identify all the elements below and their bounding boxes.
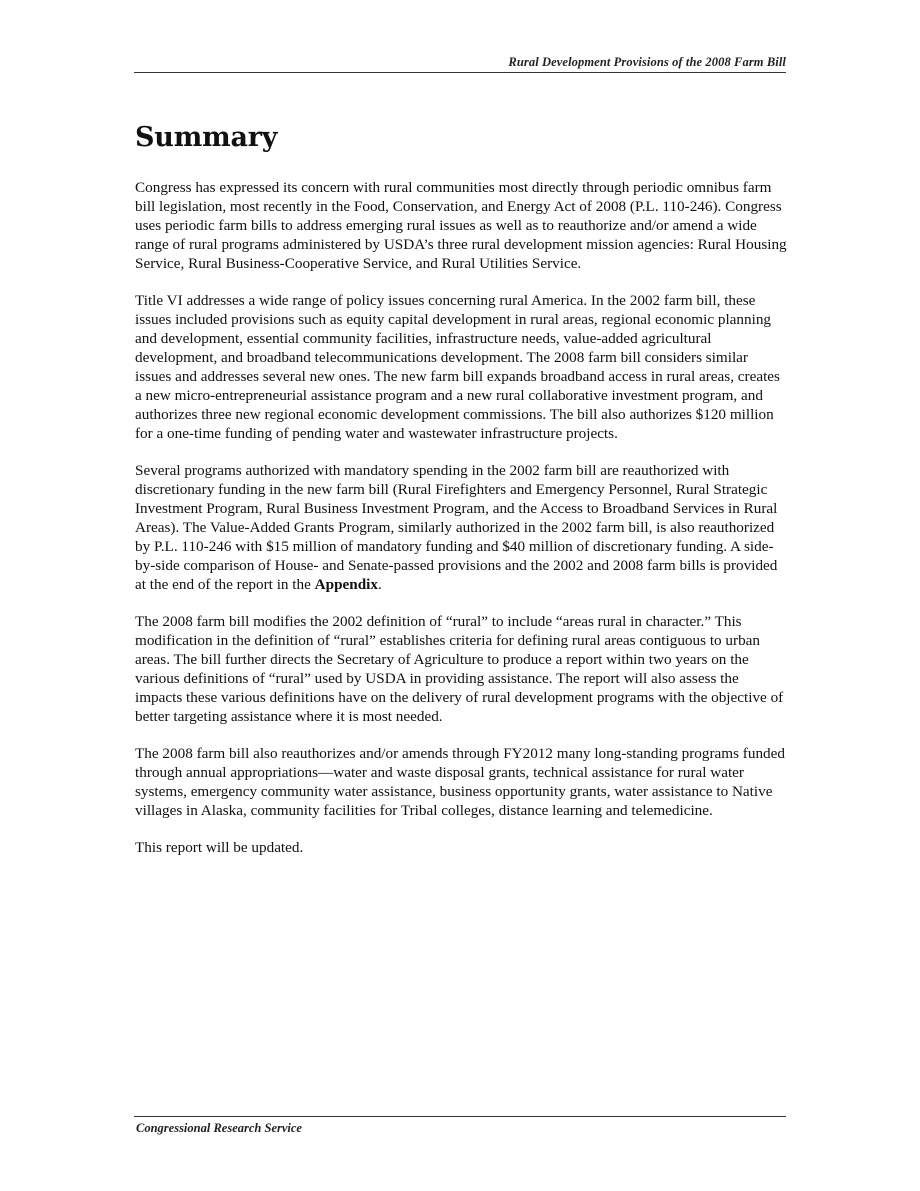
paragraph-5: The 2008 farm bill also reauthorizes and/or amends through FY2012 many long-standing programs funded through annual appropriations—water and waste disposal grants, technical assistance for rural water systems, emergency community water assistance, business opportunity grants, water assistance to Native villages in Alaska, community facilities for Tribal colleges, distance learning and telemedicine. (135, 745, 785, 819)
header-divider (134, 72, 786, 73)
footer-text: Congressional Research Service (136, 1121, 302, 1135)
summary-body (135, 178, 787, 875)
paragraph-3-text: Several programs authorized with mandatory spending in the 2002 farm bill are reauthorized with discretionary funding in the new farm bill (Rural Firefighters and Emergency Personnel, Rural Strategic Investment Program, Rural Business Investment Program, and the Access to Broadband Services in Rural Areas). The Value-Added Grants Program, similarly authorized in the 2002 farm bill, is also reauthorized by P.L. 110-246 with $15 million of mandatory funding and $40 million of discretionary funding. A side-by-side comparison of House- and Senate-passed provisions and the 2002 and 2008 farm bills is provided at the end of the report in the (135, 462, 778, 593)
paragraph-4: The 2008 farm bill modifies the 2002 definition of “rural” to include “areas rural in character.” This modification in the definition of “rural” establishes criteria for defining rural areas contiguous to urban areas. The bill further directs the Secretary of Agriculture to produce a report within two years on the various definitions of “rural” used by USDA in providing assistance. The report will also assess the impacts these various definitions have on the delivery of rural development programs with the objective of better targeting assistance where it is most needed. (135, 613, 784, 725)
appendix-reference: Appendix (314, 576, 378, 593)
section-title: Summary (135, 122, 278, 153)
paragraph-2: Title VI addresses a wide range of policy issues concerning rural America. In the 2002 farm bill, these issues included provisions such as equity capital development in rural areas, regional economic planning and development, essential community facilities, infrastructure needs, value-added agricultural development, and broadband telecommunications development. The 2008 farm bill considers similar issues and addresses several new ones. The new farm bill expands broadband access in rural areas, creates a new micro-entrepreneurial assistance program and a new rural collaborative investment program, and authorizes three new regional economic development commissions. The bill also authorizes $120 million for a one-time funding of pending water and wastewater infrastructure projects. (135, 292, 780, 442)
paragraph-3 (135, 461, 787, 594)
paragraph-6: This report will be updated. (135, 839, 304, 856)
footer-divider (134, 1116, 786, 1117)
running-header: Rural Development Provisions of the 2008 Farm Bill (508, 55, 786, 69)
paragraph-3-end: . (377, 576, 382, 593)
paragraph-1: Congress has expressed its concern with rural communities most directly through periodic omnibus farm bill legislation, most recently in the Food, Conservation, and Energy Act of 2008 (P.L. 110-246). Congress uses periodic farm bills to address emerging rural issues as well as to reauthorize and/or amend a wide range of rural programs administered by USDA’s three rural development mission agencies: Rural Housing Service, Rural Business-Cooperative Service, and Rural Utilities Service. (135, 179, 787, 272)
